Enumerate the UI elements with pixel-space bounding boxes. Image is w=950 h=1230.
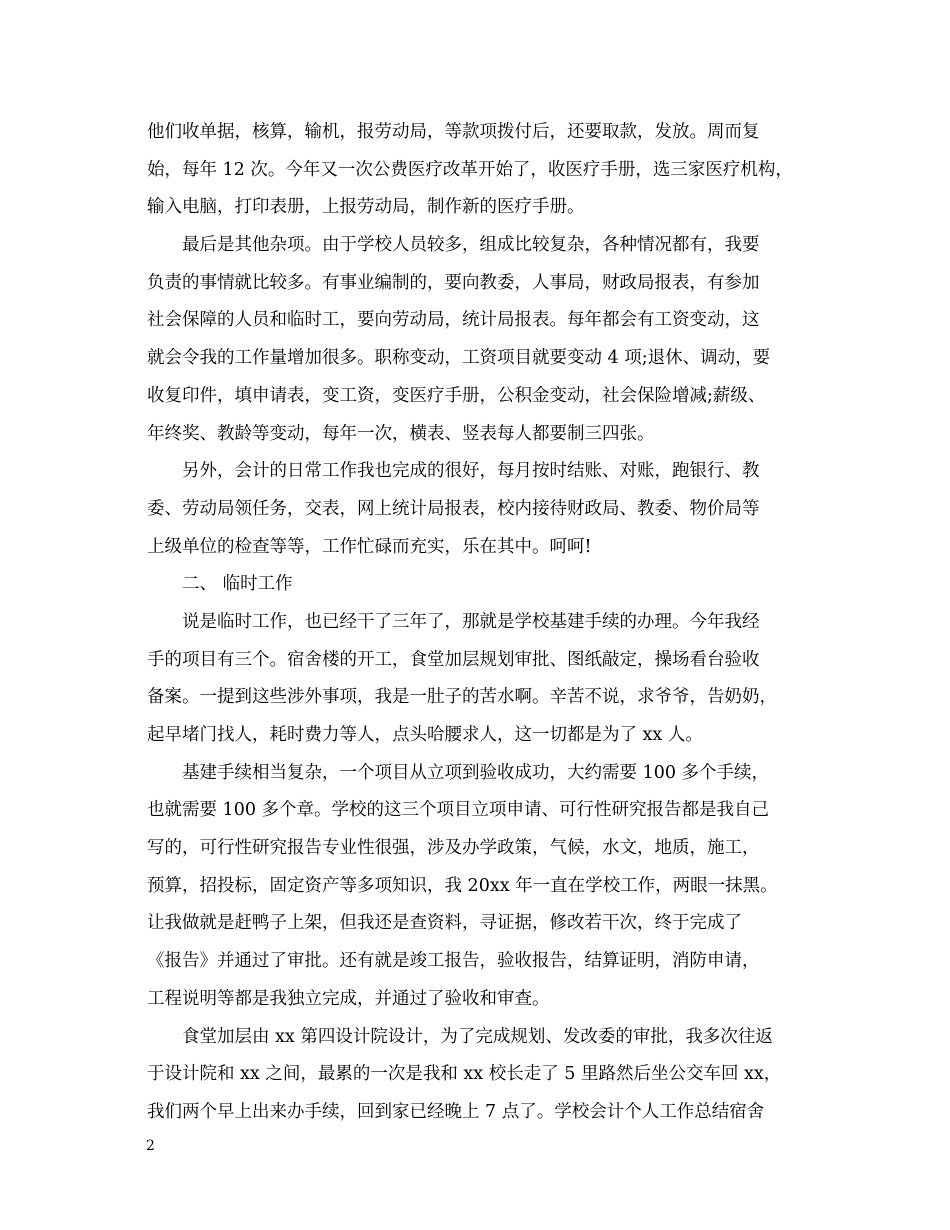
text-line: 负责的事情就比较多。有事业编制的，要向教委，人事局，财政局报表，有参加	[147, 272, 760, 293]
text-line: 最后是其他杂项。由于学校人员较多，组成比较复杂，各种情况都有，我要	[182, 235, 760, 256]
text-line: 食堂加层由 xx 第四设计院设计，为了完成规划、发改委的审批，我多次往返	[182, 1026, 773, 1047]
text-line: 《报告》并通过了审批。还有就是竣工报告，验收报告，结算证明，消防申请，	[147, 951, 760, 972]
text-line: 也就需要 100 多个章。学校的这三个项目立项申请、可行性研究报告都是我自己	[147, 800, 770, 821]
document-body	[147, 114, 827, 1132]
text-line: 说是临时工作，也已经干了三年了，那就是学校基建手续的办理。今年我经	[182, 611, 760, 632]
text-line: 收复印件，填申请表，变工资，变医疗手册，公积金变动，社会保险增减;薪级、	[147, 385, 766, 406]
text-line: 起早堵门找人，耗时费力等人，点头哈腰求人，这一切都是为了 xx 人。	[147, 725, 703, 745]
text-line: 于设计院和 xx 之间，最累的一次是我和 xx 校长走了 5 里路然后坐公交车回 xx，	[147, 1064, 782, 1085]
text-line: 年终奖、教龄等变动，每年一次，横表、竖表每人都要制三四张。	[147, 423, 655, 444]
text-line: 社会保障的人员和临时工，要向劳动局，统计局报表。每年都会有工资变动，这	[147, 310, 760, 331]
text-line: 他们收单据，核算，输机，报劳动局，等款项拨付后，还要取款，发放。周而复	[147, 122, 760, 142]
page-number: 2	[146, 1138, 155, 1154]
text-line: 上级单位的检查等等，工作忙碌而充实，乐在其中。呵呵!	[147, 536, 592, 557]
text-line: 让我做就是赶鸭子上架，但我还是查资料，寻证据，修改若干次，终于完成了	[147, 913, 742, 934]
text-line: 工程说明等都是我独立完成，并通过了验收和审查。	[147, 988, 550, 1009]
text-line: 备案。一提到这些涉外事项，我是一肚子的苦水啊。辛苦不说，求爷爷，告奶奶，	[147, 687, 777, 708]
text-line: 委、劳动局领任务，交表，网上统计局报表，校内接待财政局、教委、物价局等	[147, 498, 760, 519]
text-line: 二、 临时工作	[182, 574, 293, 595]
text-line: 输入电脑，打印表册，上报劳动局，制作新的医疗手册。	[147, 197, 585, 218]
text-line: 我们两个早上出来办手续，回到家已经晚上 7 点了。学校会计个人工作总结宿舍	[147, 1101, 765, 1122]
text-line: 就会令我的工作量增加很多。职称变动，工资项目就要变动 4 项;退休、调动，要	[147, 348, 771, 369]
text-line: 另外，会计的日常工作我也完成的很好，每月按时结账、对账，跑银行、教	[182, 461, 760, 482]
text-line: 写的，可行性研究报告专业性很强，涉及办学政策，气候，水文，地质，施工，	[147, 838, 760, 859]
text-line: 基建手续相当复杂，一个项目从立项到验收成功，大约需要 100 多个手续，	[182, 762, 770, 783]
text-line: 始，每年 12 次。今年又一次公费医疗改革开始了，收医疗手册，选三家医疗机构，	[147, 159, 793, 180]
text-line: 手的项目有三个。宿舍楼的开工，食堂加层规划审批、图纸敲定，操场看台验收	[147, 649, 760, 670]
text-line: 预算，招投标，固定资产等多项知识，我 20xx 年一直在学校工作，两眼一抹黑。	[147, 875, 778, 896]
